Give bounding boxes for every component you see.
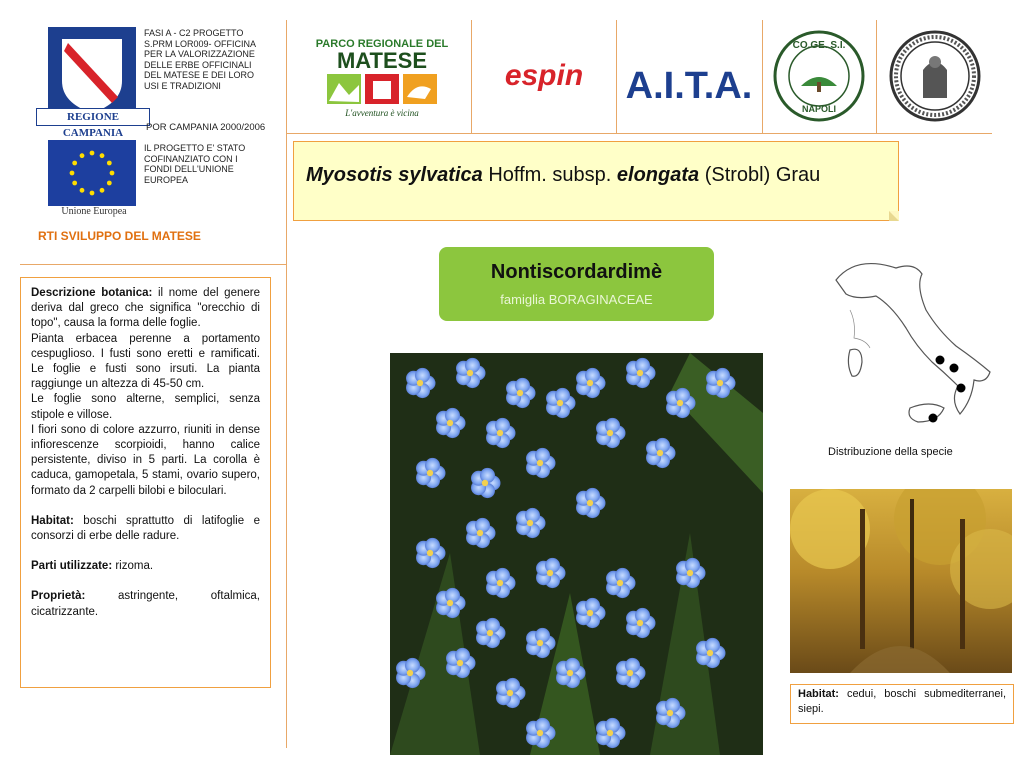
project-description <box>144 28 274 91</box>
habitat-text: boschi sprattutto di latifoglie e consorzi di erbe delle radure. <box>31 514 260 543</box>
common-name-box <box>439 247 714 321</box>
description-p2: Pianta erbacea perenne a portamento cespuglioso. I fusti sono eretti e ramificati. Le foglie e fusti sono irsuti. La pianta raggiunge un altezza di 45-50 cm. <box>31 332 260 391</box>
common-name: Nontiscordardimè <box>490 261 663 283</box>
description-intro <box>31 286 260 332</box>
habitat-paragraph <box>31 514 260 544</box>
campania-label: REGIONE CAMPANIA <box>36 108 150 126</box>
distribution-map <box>826 250 996 440</box>
flower-photo <box>390 353 763 755</box>
species-binomial: Myosotis sylvatica <box>306 164 483 186</box>
species-title <box>306 164 820 187</box>
university-seal-icon <box>878 20 992 132</box>
properties-paragraph <box>31 589 260 619</box>
description-panel <box>20 277 271 688</box>
matese-line2: MATESE <box>336 48 428 73</box>
habitat-box-label: Habitat: <box>798 688 839 700</box>
parts-label: Parti utilizzate: <box>31 560 113 573</box>
eu-line: FONDI DELL'UNIONE <box>144 164 234 174</box>
campania-emblem-icon <box>48 27 136 119</box>
matese-tagline: L'avventura è vicina <box>345 108 419 118</box>
cogesi-top: CO.GE. S.I. <box>792 40 846 51</box>
aita-logo <box>618 20 760 132</box>
eu-label: Unione Europea <box>61 206 127 217</box>
habitat-label: Habitat: <box>31 514 74 527</box>
divider-vertical-left <box>286 20 287 748</box>
divider-logo-1 <box>471 20 472 133</box>
species-subspecies: elongata <box>616 164 700 186</box>
divider-logo-2 <box>616 20 617 133</box>
species-title-banner <box>293 141 899 221</box>
por-label: POR CAMPANIA 2000/2006 <box>146 122 266 133</box>
espin-logo <box>474 20 614 132</box>
eu-line: IL PROGETTO E' STATO <box>144 143 246 153</box>
map-caption: Distribuzione della specie <box>828 446 953 458</box>
description-p3: Le foglie sono alterne, semplici, senza stipole e villose. <box>31 393 260 421</box>
folded-corner <box>889 211 899 221</box>
divider-left-mid <box>20 264 286 265</box>
project-line: DEL MATESE E DEI LORO <box>144 70 255 80</box>
eu-flag-icon <box>48 140 136 206</box>
parts-text: rizoma. <box>112 560 154 573</box>
species-subsp-author: (Strobl) Grau <box>704 164 821 186</box>
cogesi-bottom: NAPOLI <box>801 104 837 114</box>
eu-line: COFINANZIATO CON I <box>144 153 238 164</box>
divider-logo-4 <box>876 20 877 133</box>
divider-header <box>286 133 992 134</box>
project-line: DELLE ERBE OFFICINALI <box>144 59 252 70</box>
project-line: PER LA VALORIZZAZIONE <box>144 49 255 59</box>
description-p4: I fiori sono di colore azzurro, riuniti in dense infiorescenze scorpioidi, hanno calice persistente, diviso in 5 parti. La corolla è caduca, gamopetala, 5 stami, ovario supero, formato da 2 carpelli bilobi e biloculari. <box>31 423 260 497</box>
description-intro-text: il nome del genere deriva dal greco che significa "orecchio di topo", causa la forma delle foglie. <box>31 287 260 330</box>
divider-logo-3 <box>762 20 763 133</box>
habitat-box <box>790 684 1014 724</box>
rti-label: RTI SVILUPPO DEL MATESE <box>38 229 201 243</box>
habitat-box-text: cedui, boschi submediterranei, siepi. <box>798 688 1006 715</box>
family-name: famiglia BORAGINACEAE <box>500 292 653 307</box>
eu-funding-text <box>144 143 264 185</box>
matese-park-logo <box>300 20 464 132</box>
eu-line: EUROPEA <box>144 174 189 185</box>
project-line: USI E TRADIZIONI <box>144 80 221 91</box>
cogesi-logo <box>764 20 874 132</box>
project-line: FASI A - C2 PROGETTO <box>144 28 244 38</box>
espin-text: espin <box>504 59 584 92</box>
properties-text: astringente, oftalmica, cicatrizzante. <box>31 590 260 618</box>
aita-text: A.I.T.A. <box>625 65 753 107</box>
parts-paragraph <box>31 559 260 574</box>
description-label: Descrizione botanica: <box>31 287 153 299</box>
project-line: S.PRM LOR009- OFFICINA <box>144 38 257 49</box>
species-author: Hoffm. subsp. <box>488 164 612 186</box>
properties-label: Proprietà: <box>31 590 86 603</box>
forest-habitat-photo <box>790 489 1012 673</box>
matese-line1: PARCO REGIONALE DEL <box>315 38 449 50</box>
